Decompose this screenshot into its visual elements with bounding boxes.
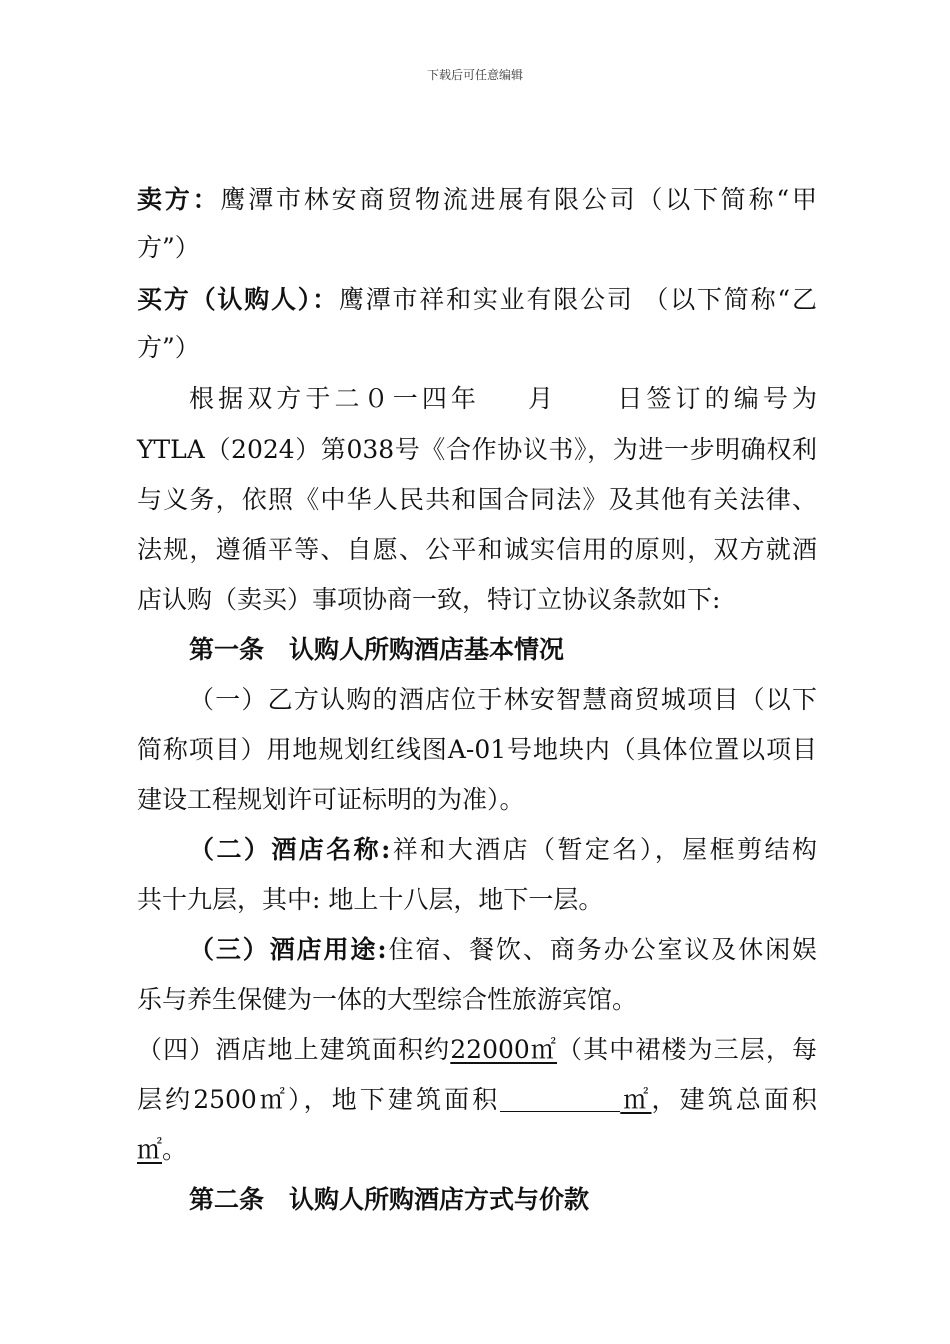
preamble-line-1 [189,381,817,417]
article-1-clause-3-line-2: 乐与养生保健为一体的大型综合性旅游宾馆。 [137,985,638,1014]
preamble-line-2: YTLA（2024）第038号《合作协议书》，为进一步明确权利 [137,435,817,464]
article-1-clause-3-line-1 [189,932,817,968]
article-1-clause-1-line-3: 建设工程规划许可证标明的为准）。 [137,785,525,814]
seller-label: 卖方： [137,185,221,214]
hotel-name-label: （二）酒店名称: [189,835,391,864]
article-1-clause-1-line-1: （一）乙方认购的酒店位于林安智慧商贸城项目（以下 [189,685,817,714]
buyer-line-2: 方”） [137,333,200,362]
area-text-4: ，建筑总面积 [651,1085,817,1114]
seller-name: 鹰潭市林安商贸物流进展有限公司（以下简称“甲 [220,185,817,214]
preamble-line-4: 法规，遵循平等、自愿、公平和诚实信用的原则，双方就酒 [137,535,817,564]
article-1-clause-4-line-1 [137,1032,817,1068]
preamble-line-5: 店认购（卖买）事项协商一致，特订立协议条款如下: [137,585,721,614]
hotel-usage-value: 住宿、餐饮、商务办公室议及休闲娱 [386,935,817,964]
underground-area-blank [500,1085,620,1112]
article-1-clause-1-line-2: 简称项目）用地规划红线图A-01号地块内（具体位置以项目 [137,735,817,764]
article-1-clause-2-line-2: 共十九层，其中: 地上十八层，地下一层。 [137,885,604,914]
preamble-date-day: 日签订的编号为 [613,384,817,413]
buyer-line-1 [137,282,817,318]
buyer-label: 买方（认购人）： [137,285,339,314]
seller-line-1 [137,182,817,218]
total-area-unit: ㎡ [137,1135,163,1164]
preamble-date-year: 根据双方于二０一四年 [189,384,481,413]
article-1-clause-2-line-1 [189,832,817,868]
area-text-2: （其中裙楼为三层，每 [557,1035,817,1064]
article-1-heading: 第一条 认购人所购酒店基本情况 [189,635,565,664]
seller-line-2: 方”） [137,233,200,262]
article-2-heading: 第二条 认购人所购酒店方式与价款 [189,1185,590,1214]
area-text-1: （四）酒店地上建筑面积约 [137,1035,451,1064]
article-1-clause-4-line-3 [137,1132,817,1168]
area-text-3: 层约2500㎡），地下建筑面积 [137,1085,501,1114]
area-text-end: 。 [162,1135,188,1164]
preamble-date-month: 月 [524,384,558,413]
above-ground-area: 22000㎡ [450,1035,558,1064]
hotel-usage-label: （三）酒店用途: [189,935,387,964]
article-1-clause-4-line-2 [137,1082,817,1118]
buyer-name: 鹰潭市祥和实业有限公司 （以下简称“乙 [338,285,817,314]
preamble-line-3: 与义务，依照《中华人民共和国合同法》及其他有关法律、 [137,485,817,514]
underground-area-unit: ㎡ [620,1085,652,1114]
hotel-name-value: 祥和大酒店（暂定名），屋框剪结构 [390,835,817,864]
page-header-note: 下载后可任意编辑 [426,68,523,82]
